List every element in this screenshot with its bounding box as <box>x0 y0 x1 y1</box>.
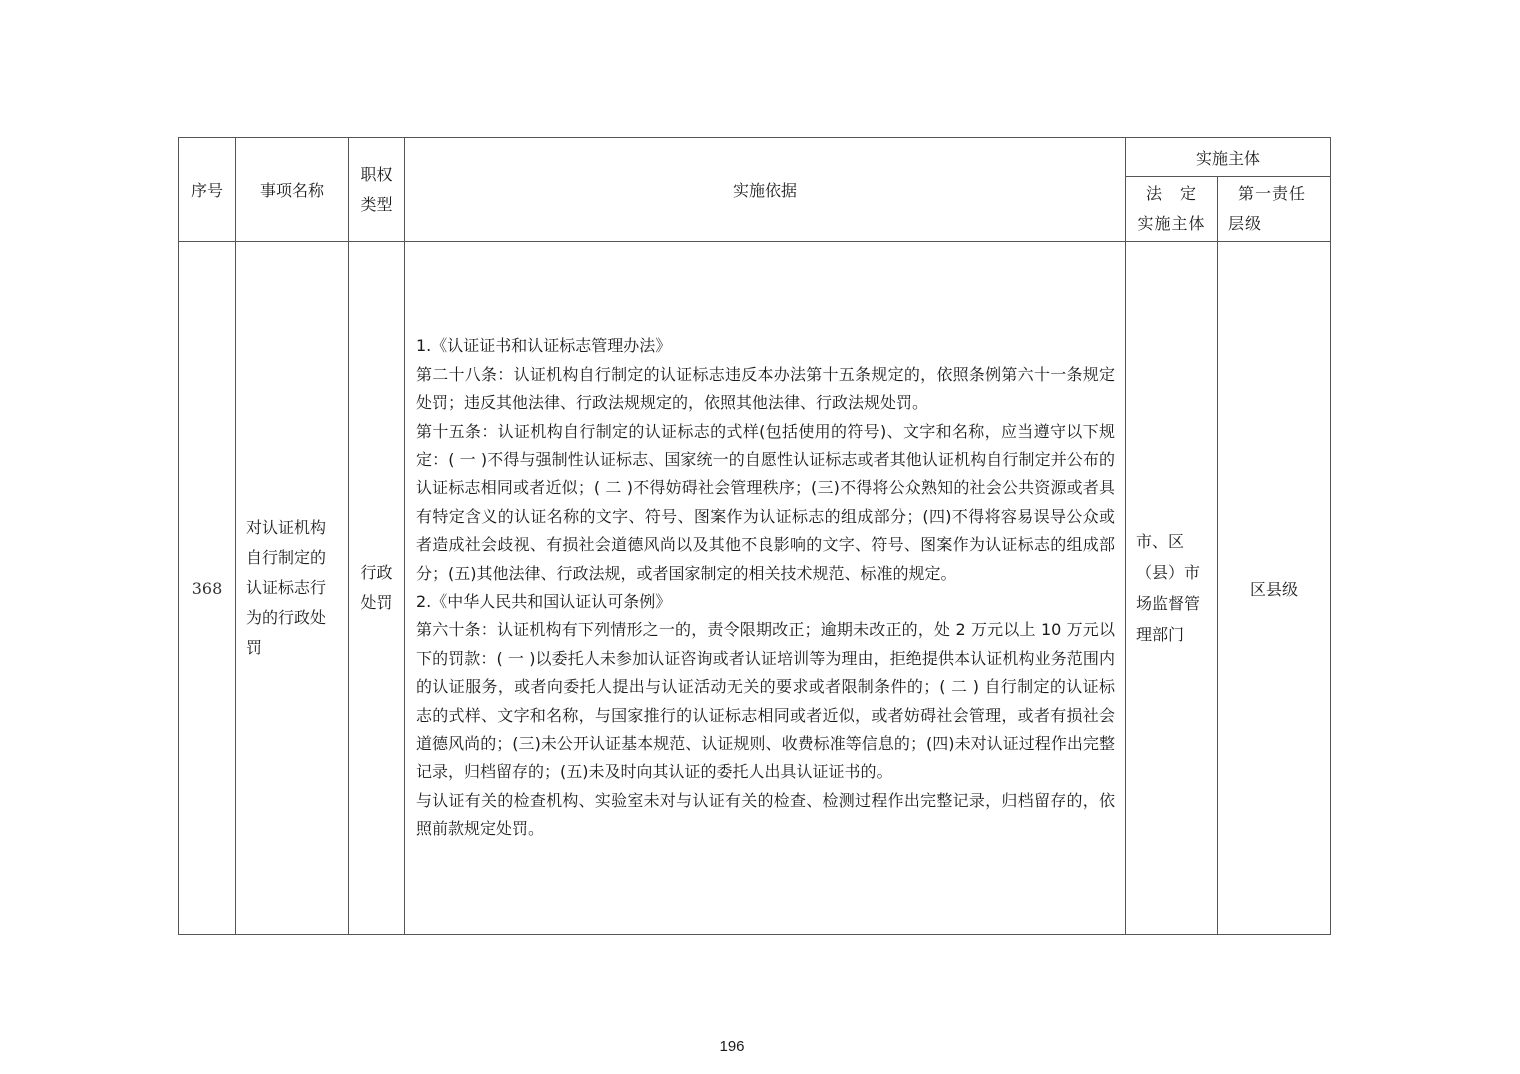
header-type-line2: 类型 <box>360 194 393 214</box>
row-level: 区县级 <box>1218 242 1331 935</box>
basis-article-15: 第十五条：认证机构自行制定的认证标志的式样(包括使用的符号)、文字和名称，应当遵守以下规定：( 一 )不得与强制性认证标志、国家统一的自愿性认证标志或者其他认证机构自行制定并公布的认证标志相同或者近似；( 二 )不得妨碍社会管理秩序；(三)不得将公众熟知的社会公共资源或者具有特定含义的认证名称的文字、符号、图案作为认证标志的组成部分；(四)不得将容易误导公众或者造成社会歧视、有损社会道德风尚以及其他不良影响的文字、符号、图案作为认证标志的组成部分；(五)其他法律、行政法规，或者国家制定的相关技术规范、标准的规定。 <box>416 421 1115 583</box>
header-name: 事项名称 <box>236 138 349 242</box>
row-type-line1: 行政 <box>360 563 393 582</box>
header-type <box>349 138 405 242</box>
page-number: 196 <box>719 1038 745 1055</box>
basis-article-28: 第二十八条：认证机构自行制定的认证标志违反本办法第十五条规定的，依照条例第六十一条规定处罚；违反其他法律、行政法规规定的，依照其他法律、行政法规处罚。 <box>416 364 1115 413</box>
header-seq: 序号 <box>179 138 236 242</box>
header-basis: 实施依据 <box>405 138 1126 242</box>
header-subject-group: 实施主体 <box>1126 138 1331 177</box>
header-legal-line2: 实施主体 <box>1137 214 1206 233</box>
row-legal-subject: 市、区（县）市场监督管理部门 <box>1126 242 1218 935</box>
basis-article-60: 第六十条：认证机构有下列情形之一的，责令限期改正；逾期未改正的，处 2 万元以上 10 万元以下的罚款：( 一 )以委托人未参加认证咨询或者认证培训等为理由，拒绝提供本认证机构业务范围内的认证服务，或者向委托人提出与认证活动无关的要求或者限制条件的；( 二 ) 自行制定的认证标志的式样、文字和名称，与国家推行的认证标志相同或者近似，或者妨碍社会管理，或者有损社会道德风尚的；(三)未公开认证基本规范、认证规则、收费标准等信息的；(四)未对认证过程作出完整记录，归档留存的；(五)未及时向其认证的委托人出具认证证书的。 <box>416 620 1115 782</box>
table-row <box>179 242 1331 935</box>
row-type <box>349 242 405 935</box>
header-level <box>1218 177 1331 242</box>
header-type-line1: 职权 <box>360 164 393 184</box>
authority-table <box>178 137 1331 935</box>
row-type-line2: 处罚 <box>360 593 393 612</box>
header-level-line2: 层级 <box>1228 214 1263 233</box>
row-item-name: 对认证机构自行制定的认证标志行为的行政处罚 <box>236 242 349 935</box>
row-seq: 368 <box>179 242 236 935</box>
row-basis <box>405 242 1126 935</box>
header-legal-subject <box>1126 177 1218 242</box>
header-level-line1: 第一责任 <box>1238 184 1307 203</box>
basis-law-title-2: 2.《中华人民共和国认证认可条例》 <box>416 592 672 611</box>
header-row-top <box>179 138 1331 177</box>
header-legal-line1: 法 定 <box>1145 184 1197 203</box>
basis-article-60-para2: 与认证有关的检查机构、实验室未对与认证有关的检查、检测过程作出完整记录，归档留存的，依照前款规定处罚。 <box>416 790 1115 839</box>
basis-law-title-1: 1.《认证证书和认证标志管理办法》 <box>416 336 672 356</box>
